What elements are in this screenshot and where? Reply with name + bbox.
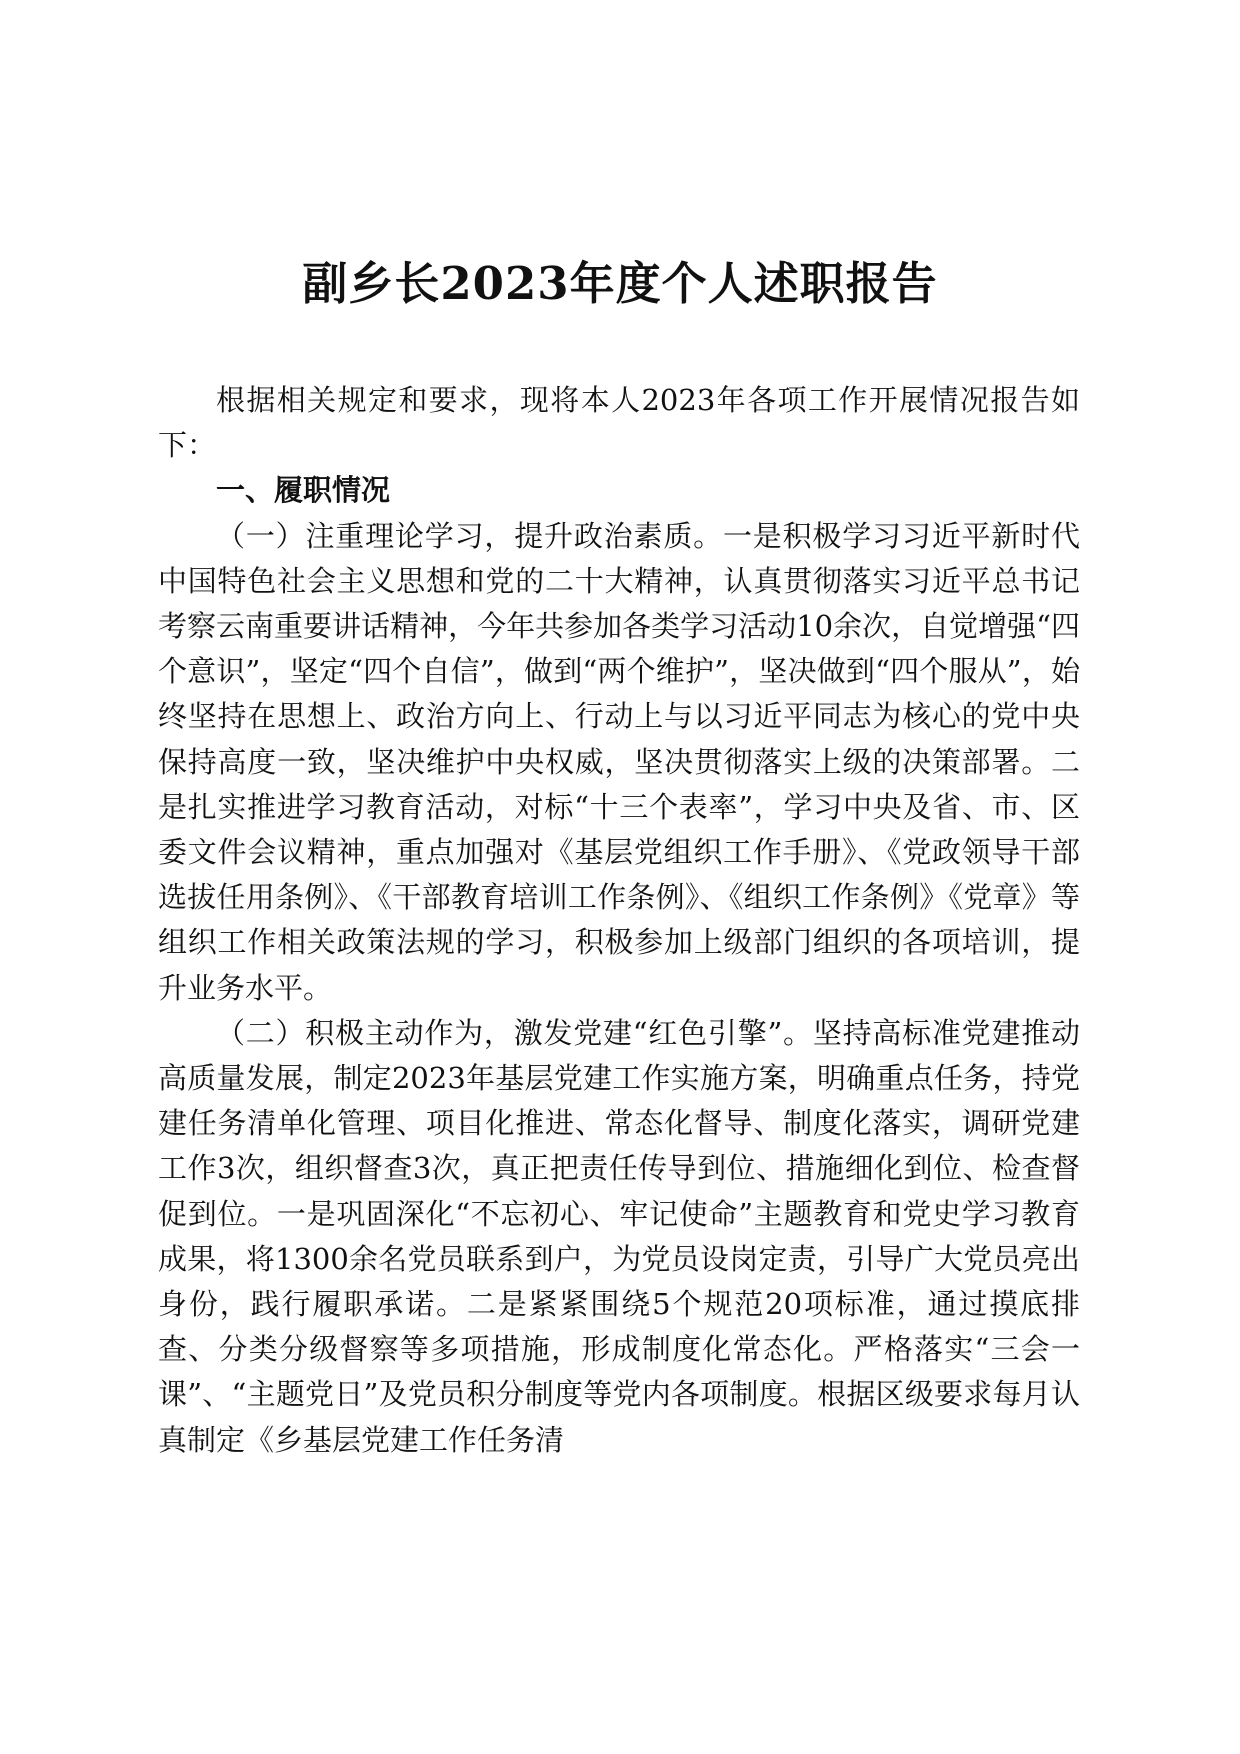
body-paragraph-2: （二）积极主动作为，激发党建“红色引擎”。坚持高标准党建推动高质量发展，制定2023年基层党建工作实施方案，明确重点任务，持党建任务清单化管理、项目化推进、常态化督导、制度化落实，调研党建工作3次，组织督查3次，真正把责任传导到位、措施细化到位、检查督促到位。一是巩固深化“不忘初心、牢记使命”主题教育和党史学习教育成果，将1300余名党员联系到户，为党员设岗定责，引导广大党员亮出身份，践行履职承诺。二是紧紧围绕5个规范20项标准，通过摸底排查、分类分级督察等多项措施，形成制度化常态化。严格落实“三会一课”、“主题党日”及党员积分制度等党内各项制度。根据区级要求每月认真制定《乡基层党建工作任务清 xyxy=(158,1015,1080,1457)
section-heading: 一、履职情况 xyxy=(216,473,391,508)
document-title: 副乡长2023年度个人述职报告 xyxy=(302,257,938,310)
document-body xyxy=(158,378,1080,1463)
intro-paragraph: 根据相关规定和要求，现将本人2023年各项工作开展情况报告如下： xyxy=(158,383,1080,463)
body-paragraph-1: （一）注重理论学习，提升政治素质。一是积极学习习近平新时代中国特色社会主义思想和党的二十大精神，认真贯彻落实习近平总书记考察云南重要讲话精神，今年共参加各类学习活动10余次，自觉增强“四个意识”，坚定“四个自信”，做到“两个维护”，坚决做到“四个服从”，始终坚持在思想上、政治方向上、行动上与以习近平同志为核心的党中央保持高度一致，坚决维护中央权威，坚决贯彻落实上级的决策部署。二是扎实推进学习教育活动，对标“十三个表率”，学习中央及省、市、区委文件会议精神，重点加强对《基层党组织工作手册》、《党政领导干部选拔任用条例》、《干部教育培训工作条例》、《组织工作条例》《党章》等组织工作相关政策法规的学习，积极参加上级部门组织的各项培训，提升业务水平。 xyxy=(158,518,1080,1005)
